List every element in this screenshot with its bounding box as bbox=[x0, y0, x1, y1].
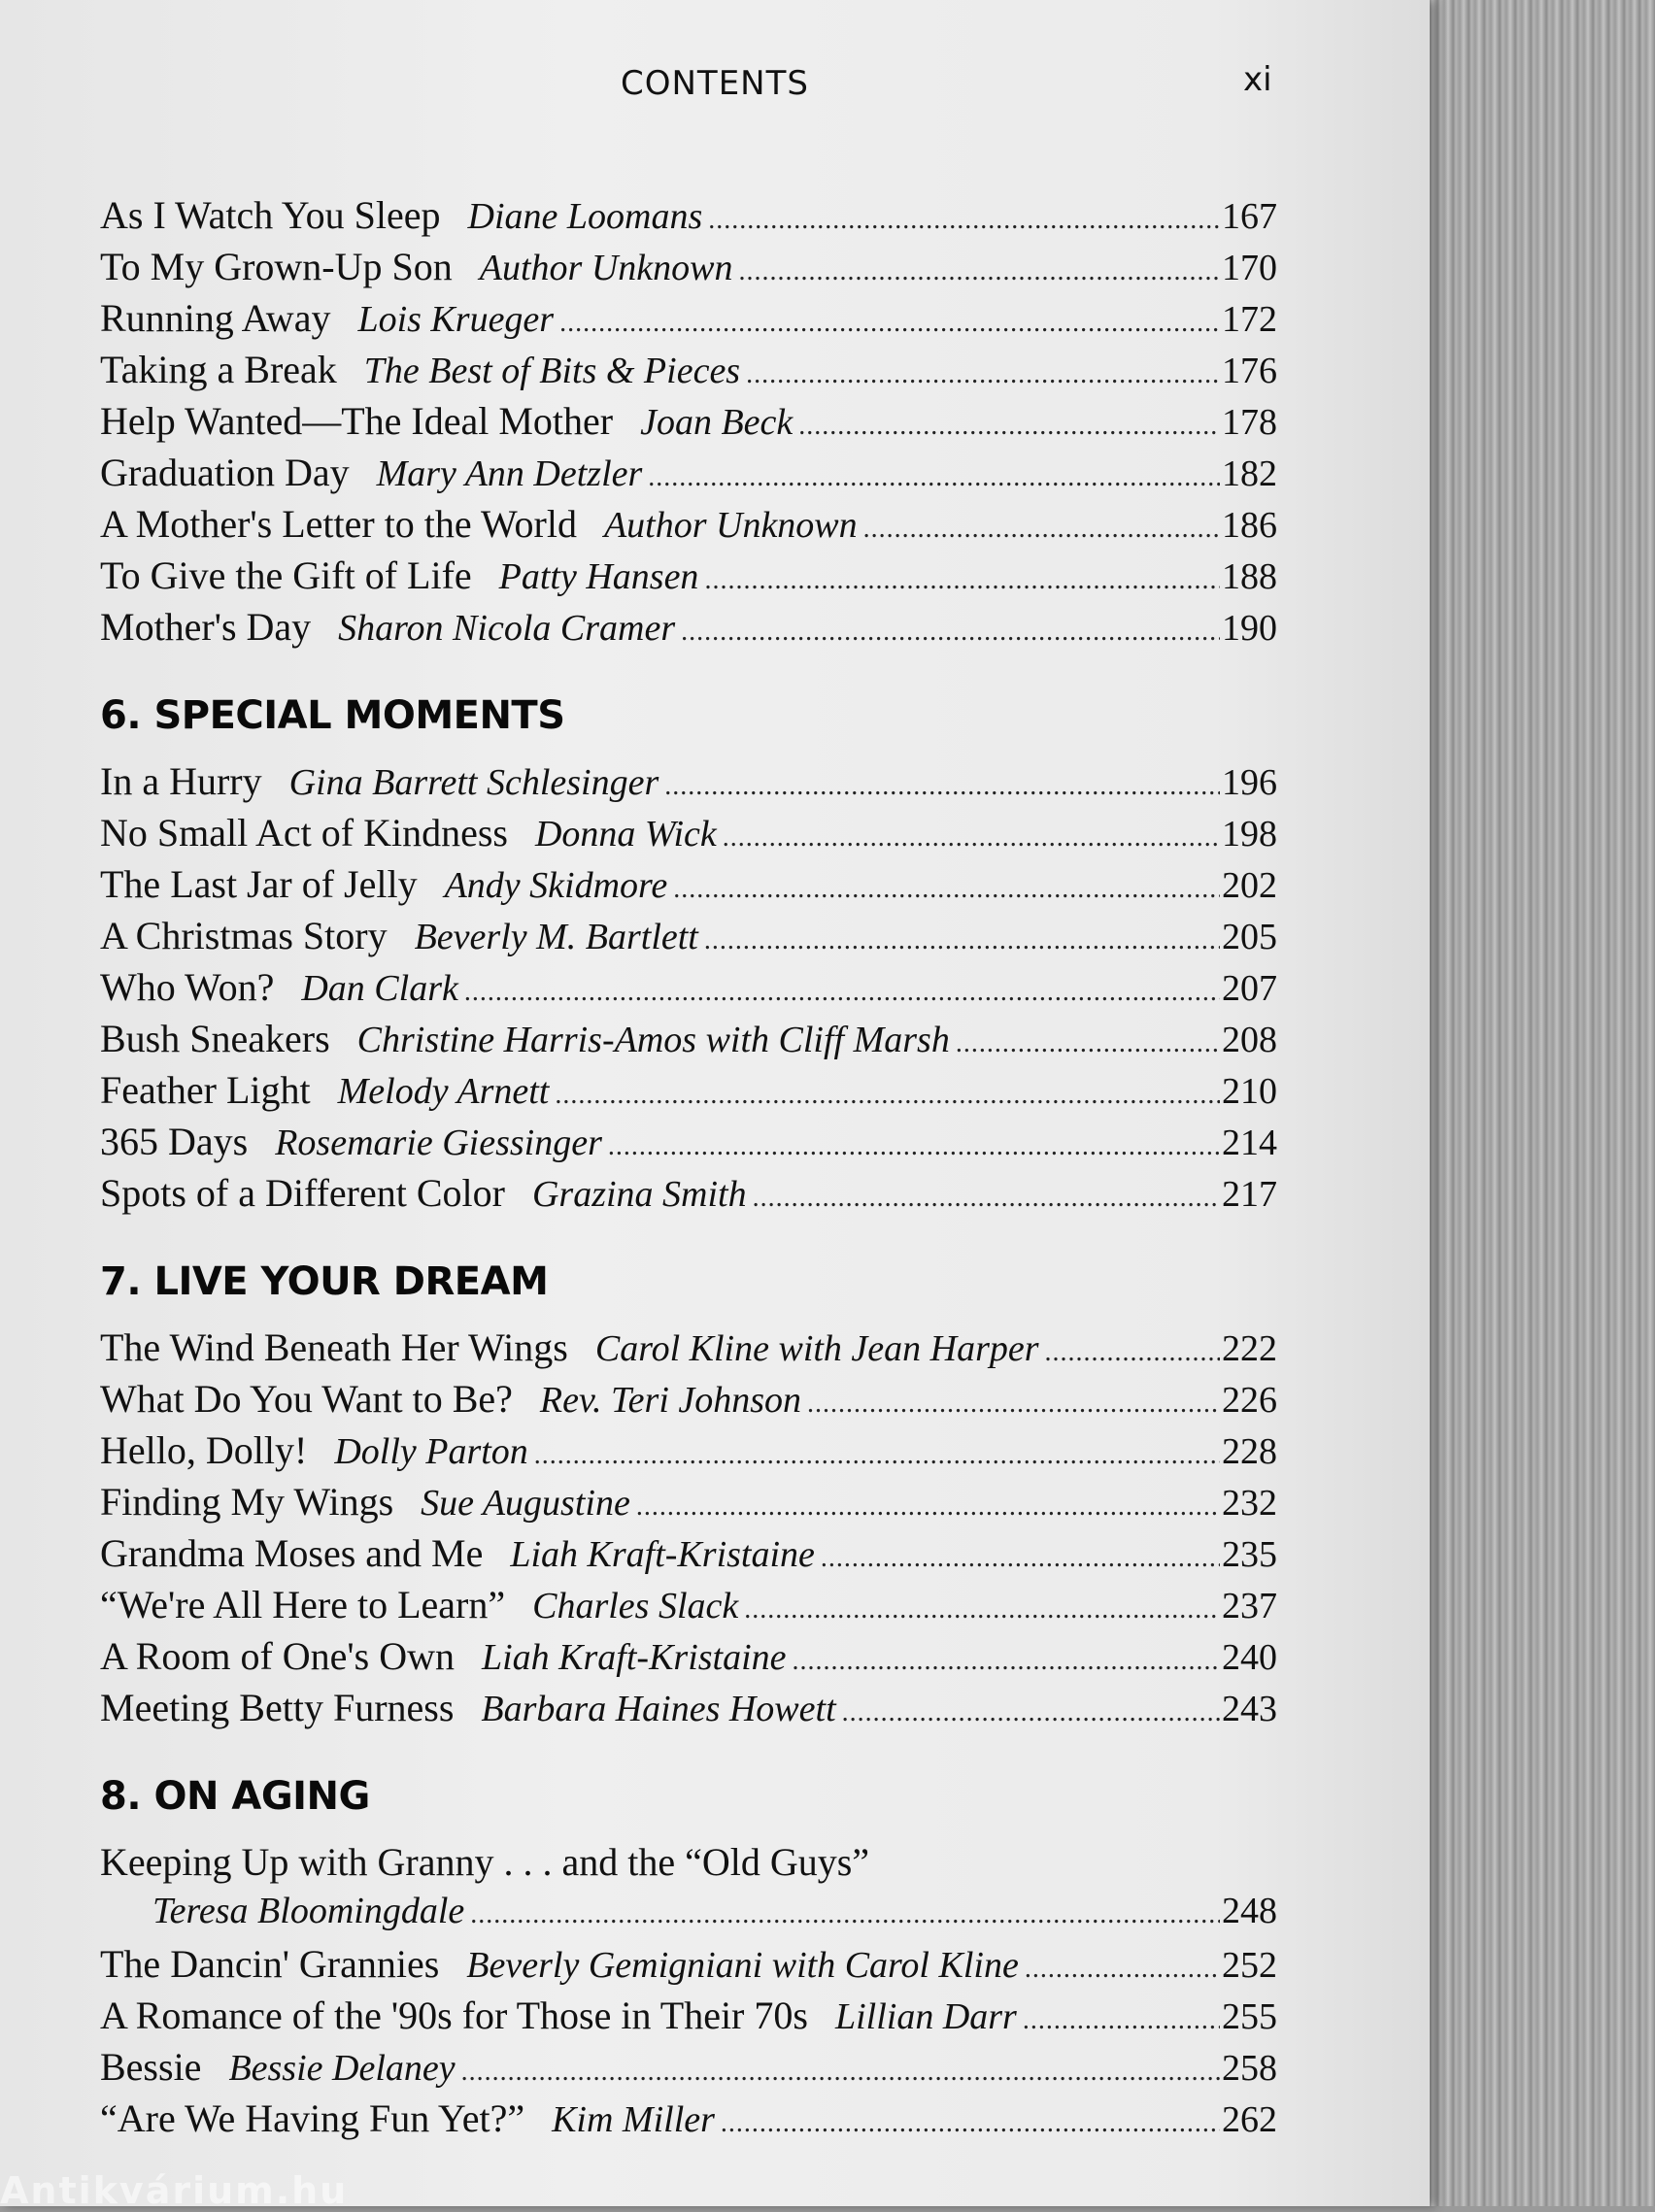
dot-leader bbox=[721, 2108, 1220, 2139]
entry-title: Bush Sneakers bbox=[100, 1017, 330, 1060]
entry-title: Keeping Up with Granny . . . and the “Old Guys” bbox=[100, 1840, 870, 1884]
dot-leader bbox=[956, 1028, 1220, 1059]
entry-title: The Dancin' Grannies bbox=[100, 1942, 440, 1986]
entry-author: Kim Miller bbox=[552, 2099, 715, 2140]
entry-author: Author Unknown bbox=[603, 505, 858, 546]
section-heading-live-your-dream: 7. LIVE YOUR DREAM bbox=[100, 1259, 549, 1304]
entry-title: Help Wanted—The Ideal Mother bbox=[100, 399, 614, 443]
entry-page: 243 bbox=[1222, 1689, 1277, 1729]
toc-entry-title-line bbox=[100, 1839, 1277, 1890]
entry-title: Who Won? bbox=[100, 965, 275, 1009]
table-of-contents bbox=[100, 192, 1277, 2147]
entry-page: 214 bbox=[1222, 1123, 1277, 1163]
entry-page: 226 bbox=[1222, 1380, 1277, 1421]
entry-page: 182 bbox=[1222, 453, 1277, 494]
entry-title: Grandma Moses and Me bbox=[100, 1531, 484, 1575]
dot-leader bbox=[461, 2057, 1220, 2088]
dot-leader bbox=[1025, 1954, 1220, 1985]
toc-entry bbox=[100, 964, 1277, 1016]
toc-entry bbox=[100, 810, 1277, 861]
entry-page: 228 bbox=[1222, 1431, 1277, 1472]
toc-entry bbox=[100, 295, 1277, 347]
toc-entry bbox=[100, 861, 1277, 913]
dot-leader bbox=[821, 1543, 1220, 1574]
watermark: Antikvárium.hu bbox=[0, 2169, 349, 2212]
entry-title: A Romance of the '90s for Those in Their 70s bbox=[100, 1994, 808, 2037]
dot-leader bbox=[723, 822, 1220, 854]
entry-page: 255 bbox=[1222, 1996, 1277, 2037]
dot-leader bbox=[738, 256, 1220, 287]
entry-title: Taking a Break bbox=[100, 348, 337, 391]
toc-entry bbox=[100, 1016, 1277, 1067]
entry-page: 217 bbox=[1222, 1174, 1277, 1215]
entry-author: Liah Kraft-Kristaine bbox=[510, 1534, 815, 1575]
entry-author: Bessie Delaney bbox=[228, 2048, 456, 2089]
dot-leader bbox=[793, 1646, 1220, 1677]
entry-page: 258 bbox=[1222, 2048, 1277, 2089]
entry-author: Lois Krueger bbox=[357, 299, 555, 340]
entry-page: 252 bbox=[1222, 1945, 1277, 1986]
entry-author: Charles Slack bbox=[532, 1586, 739, 1626]
entry-title: Graduation Day bbox=[100, 451, 350, 494]
entry-author: Dolly Parton bbox=[334, 1431, 528, 1472]
dot-leader bbox=[559, 308, 1220, 339]
entry-author: Patty Hansen bbox=[498, 556, 699, 597]
entry-page: 207 bbox=[1222, 968, 1277, 1009]
entry-author: Diane Loomans bbox=[467, 196, 703, 237]
entry-title: Feather Light bbox=[100, 1068, 311, 1112]
toc-entry bbox=[100, 450, 1277, 501]
entry-page: 190 bbox=[1222, 608, 1277, 649]
dot-leader bbox=[648, 462, 1220, 493]
entry-author: Beverly M. Bartlett bbox=[414, 917, 698, 957]
entry-title: “Are We Having Fun Yet?” bbox=[100, 2096, 525, 2140]
dot-leader bbox=[1023, 2005, 1220, 2036]
entry-page: 178 bbox=[1222, 402, 1277, 443]
dot-leader bbox=[744, 1594, 1220, 1625]
toc-entry bbox=[100, 1427, 1277, 1479]
toc-entry bbox=[100, 1170, 1277, 1222]
entry-author: Liah Kraft-Kristaine bbox=[481, 1637, 787, 1678]
toc-entry bbox=[100, 553, 1277, 604]
entry-title: A Christmas Story bbox=[100, 914, 388, 957]
entry-author: Sharon Nicola Cramer bbox=[338, 608, 676, 649]
toc-entry bbox=[100, 1479, 1277, 1530]
toc-entry bbox=[100, 347, 1277, 398]
entry-author: Melody Arnett bbox=[337, 1071, 550, 1112]
background-surface bbox=[1422, 0, 1655, 2206]
entry-author: Joan Beck bbox=[640, 402, 794, 443]
entry-page: 186 bbox=[1222, 505, 1277, 546]
entry-page: 172 bbox=[1222, 299, 1277, 340]
section-heading-on-aging: 8. ON AGING bbox=[100, 1774, 370, 1819]
toc-entry bbox=[100, 192, 1277, 244]
dot-leader bbox=[470, 1899, 1220, 1930]
entry-author: Christine Harris-Amos with Cliff Marsh bbox=[356, 1020, 950, 1060]
entry-page: 210 bbox=[1222, 1071, 1277, 1112]
dot-leader bbox=[704, 925, 1220, 956]
entry-page: 240 bbox=[1222, 1637, 1277, 1678]
entry-page: 205 bbox=[1222, 917, 1277, 957]
entry-author: Donna Wick bbox=[534, 814, 717, 855]
toc-entry bbox=[100, 1376, 1277, 1427]
entry-title: A Mother's Letter to the World bbox=[100, 502, 577, 546]
entry-title: Finding My Wings bbox=[100, 1480, 394, 1524]
dot-leader bbox=[464, 977, 1220, 1008]
entry-title: Spots of a Different Color bbox=[100, 1171, 505, 1215]
entry-author: Dan Clark bbox=[301, 968, 458, 1009]
entry-title: Mother's Day bbox=[100, 605, 312, 649]
running-head: CONTENTS bbox=[621, 64, 809, 103]
entry-title: Hello, Dolly! bbox=[100, 1428, 308, 1472]
entry-title: “We're All Here to Learn” bbox=[100, 1583, 506, 1626]
entry-title: The Last Jar of Jelly bbox=[100, 862, 418, 906]
entry-page: 248 bbox=[1222, 1891, 1277, 1931]
toc-entry bbox=[100, 244, 1277, 295]
toc-entry bbox=[100, 1685, 1277, 1736]
entry-author: Barbara Haines Howett bbox=[481, 1689, 836, 1729]
entry-page: 176 bbox=[1222, 351, 1277, 391]
toc-entry bbox=[100, 1941, 1277, 1993]
dot-leader bbox=[636, 1491, 1220, 1523]
entry-title: A Room of One's Own bbox=[100, 1634, 455, 1678]
dot-leader bbox=[1045, 1337, 1220, 1368]
entry-title: What Do You Want to Be? bbox=[100, 1377, 513, 1421]
entry-page: 196 bbox=[1222, 762, 1277, 803]
entry-author: Beverly Gemigniani with Carol Kline bbox=[466, 1945, 1019, 1986]
entry-title: To Give the Gift of Life bbox=[100, 553, 472, 597]
toc-entry bbox=[100, 1067, 1277, 1119]
toc-entry bbox=[100, 1530, 1277, 1582]
toc-entry bbox=[100, 1119, 1277, 1170]
dot-leader bbox=[534, 1440, 1220, 1471]
dot-leader bbox=[555, 1080, 1220, 1111]
toc-entry bbox=[100, 1324, 1277, 1376]
toc-entry bbox=[100, 398, 1277, 450]
toc-entry bbox=[100, 1633, 1277, 1685]
dot-leader bbox=[664, 771, 1220, 802]
toc-entry bbox=[100, 2095, 1277, 2147]
toc-entry bbox=[100, 1582, 1277, 1633]
dot-leader bbox=[704, 565, 1220, 596]
section-heading-special-moments: 6. SPECIAL MOMENTS bbox=[100, 693, 565, 738]
entry-author: Mary Ann Detzler bbox=[376, 453, 643, 494]
entry-title: Meeting Betty Furness bbox=[100, 1686, 455, 1729]
dot-leader bbox=[807, 1389, 1220, 1420]
entry-page: 237 bbox=[1222, 1586, 1277, 1626]
entry-page: 262 bbox=[1222, 2099, 1277, 2140]
dot-leader bbox=[681, 617, 1220, 648]
entry-title: Running Away bbox=[100, 296, 331, 340]
dot-leader bbox=[863, 514, 1220, 545]
entry-author: Author Unknown bbox=[479, 248, 733, 288]
entry-title: To My Grown-Up Son bbox=[100, 245, 453, 288]
entry-title: The Wind Beneath Her Wings bbox=[100, 1325, 568, 1369]
entry-page: 208 bbox=[1222, 1020, 1277, 1060]
entry-title: No Small Act of Kindness bbox=[100, 811, 508, 855]
entry-page: 235 bbox=[1222, 1534, 1277, 1575]
entry-author: The Best of Bits & Pieces bbox=[363, 351, 741, 391]
entry-page: 232 bbox=[1222, 1483, 1277, 1524]
entry-author: Grazina Smith bbox=[531, 1174, 747, 1215]
dot-leader bbox=[708, 205, 1220, 236]
entry-author: Rosemarie Giessinger bbox=[275, 1123, 602, 1163]
toc-entry bbox=[100, 2044, 1277, 2095]
toc-entry bbox=[100, 604, 1277, 655]
entry-title: As I Watch You Sleep bbox=[100, 193, 441, 237]
entry-title: In a Hurry bbox=[100, 759, 262, 803]
dot-leader bbox=[746, 359, 1220, 390]
entry-page: 198 bbox=[1222, 814, 1277, 855]
entry-page: 170 bbox=[1222, 248, 1277, 288]
entry-author: Rev. Teri Johnson bbox=[539, 1380, 802, 1421]
toc-entry bbox=[100, 1993, 1277, 2044]
entry-author: Gina Barrett Schlesinger bbox=[288, 762, 659, 803]
entry-title: Bessie bbox=[100, 2045, 202, 2089]
entry-author: Carol Kline with Jean Harper bbox=[594, 1328, 1039, 1369]
dot-leader bbox=[753, 1183, 1220, 1214]
entry-page: 167 bbox=[1222, 196, 1277, 237]
toc-entry-author-line bbox=[100, 1890, 1277, 1941]
toc-entry bbox=[100, 913, 1277, 964]
entry-author: Andy Skidmore bbox=[444, 865, 668, 906]
entry-author: Teresa Bloomingdale bbox=[152, 1891, 465, 1931]
entry-page: 222 bbox=[1222, 1328, 1277, 1369]
dot-leader bbox=[608, 1131, 1220, 1162]
entry-author: Lillian Darr bbox=[834, 1996, 1017, 2037]
dot-leader bbox=[842, 1697, 1220, 1728]
dot-leader bbox=[673, 874, 1220, 905]
entry-page: 188 bbox=[1222, 556, 1277, 597]
entry-title: 365 Days bbox=[100, 1120, 249, 1163]
dot-leader bbox=[798, 411, 1220, 442]
toc-entry bbox=[100, 501, 1277, 553]
toc-entry bbox=[100, 758, 1277, 810]
entry-author: Sue Augustine bbox=[421, 1483, 630, 1524]
entry-page: 202 bbox=[1222, 865, 1277, 906]
page-folio: xi bbox=[1243, 60, 1272, 99]
